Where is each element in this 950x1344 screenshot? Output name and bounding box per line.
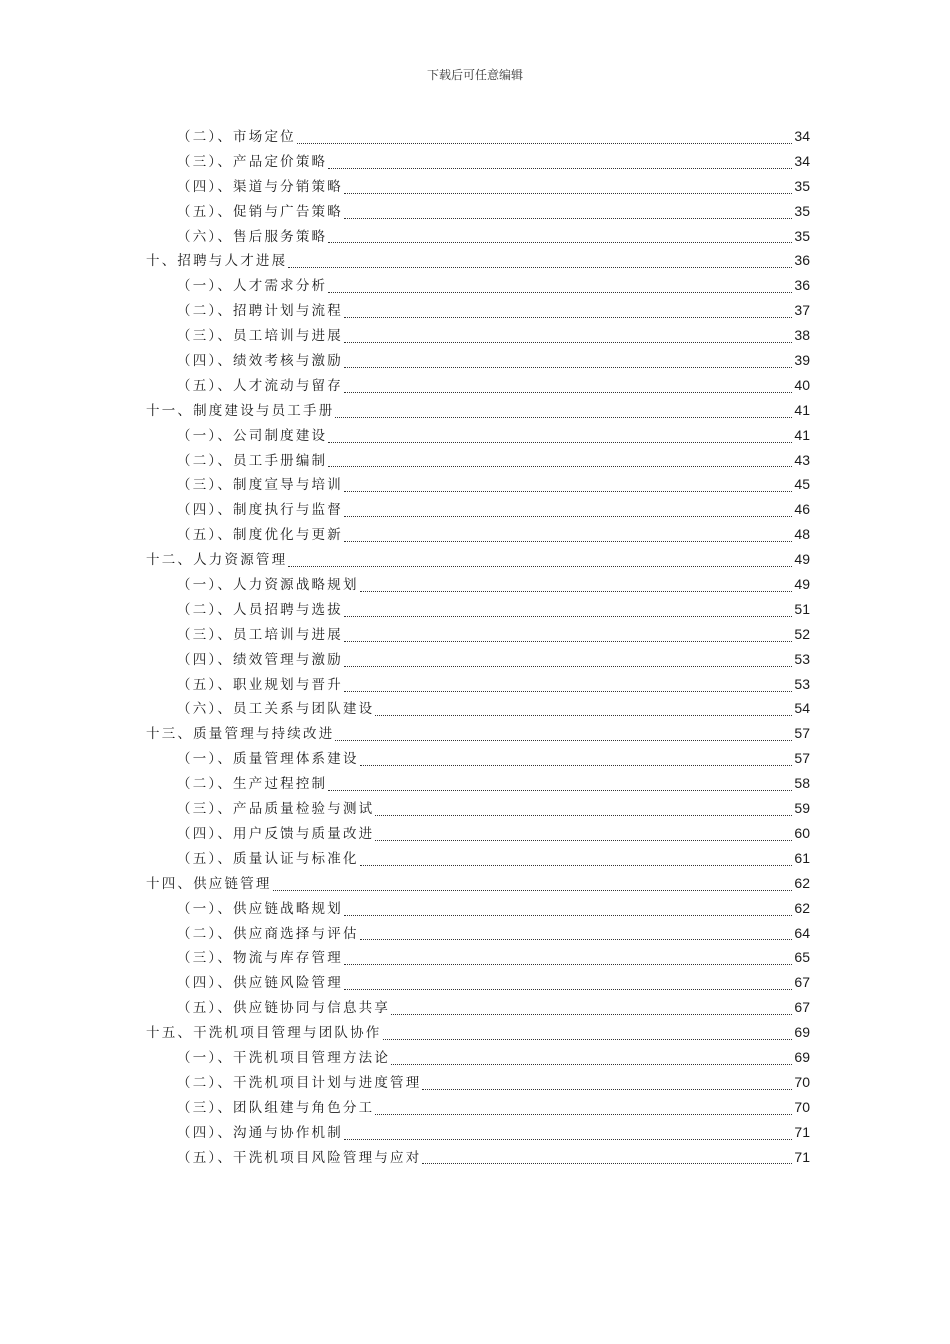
toc-chapter-entry[interactable] [0,721,950,746]
toc-section-entry[interactable] [0,696,950,721]
toc-section-entry[interactable] [0,423,950,448]
toc-dot-leader [328,789,792,791]
toc-dot-leader [328,291,792,293]
toc-dot-leader [344,963,792,965]
toc-dot-leader [360,764,793,766]
toc-dot-leader [383,1038,793,1040]
toc-page-number: 52 [794,625,810,642]
toc-page-number: 37 [794,302,810,319]
toc-page-number: 43 [794,451,810,468]
toc-entry-label: （四）、用户反馈与质量改进 [177,825,375,842]
toc-page-number: 40 [794,376,810,393]
toc-chapter-entry[interactable] [0,871,950,896]
toc-dot-leader [328,441,792,443]
toc-dot-leader [328,241,792,243]
toc-entry-label: （一）、干洗机项目管理方法论 [177,1049,391,1066]
toc-entry-label: （二）、员工手册编制 [177,452,328,469]
toc-page-number: 71 [794,1148,810,1165]
toc-section-entry[interactable] [0,970,950,995]
toc-section-entry[interactable] [0,124,950,149]
toc-page-number: 36 [794,252,810,269]
toc-page-number: 61 [794,849,810,866]
toc-dot-leader [344,615,792,617]
toc-dot-leader [344,391,792,393]
toc-dot-leader [344,366,792,368]
toc-section-entry[interactable] [0,796,950,821]
toc-page-number: 54 [794,700,810,717]
toc-section-entry[interactable] [0,472,950,497]
toc-section-entry[interactable] [0,647,950,672]
toc-page-number: 53 [794,650,810,667]
toc-section-entry[interactable] [0,224,950,249]
toc-entry-label: （二）、市场定位 [177,129,296,145]
toc-page-number: 64 [794,924,810,941]
toc-page-number: 67 [794,999,810,1016]
toc-dot-leader [344,540,792,542]
toc-section-entry[interactable] [0,1120,950,1145]
toc-dot-leader [344,341,792,343]
toc-dot-leader [288,266,792,268]
toc-section-entry[interactable] [0,1095,950,1120]
toc-dot-leader [344,316,792,318]
toc-section-entry[interactable] [0,298,950,323]
toc-entry-label: （六）、员工关系与团队建设 [177,701,375,718]
toc-page-number: 51 [794,600,810,617]
toc-entry-label: （五）、干洗机项目风险管理与应对 [177,1149,422,1166]
toc-page-number: 49 [794,576,810,593]
toc-entry-label: （五）、制度优化与更新 [177,527,343,544]
toc-page-number: 49 [794,551,810,568]
toc-entry-label: （五）、职业规划与晋升 [177,676,343,693]
toc-dot-leader [335,739,792,741]
toc-entry-label: （一）、供应链战略规划 [177,900,343,917]
toc-section-entry[interactable] [0,1045,950,1070]
toc-page-number: 59 [794,800,810,817]
toc-entry-label: （三）、制度宣导与培训 [177,477,343,494]
toc-section-entry[interactable] [0,448,950,473]
toc-section-entry[interactable] [0,995,950,1020]
toc-section-entry[interactable] [0,945,950,970]
toc-chapter-entry[interactable] [0,398,950,423]
toc-dot-leader [297,142,793,144]
toc-dot-leader [344,690,792,692]
toc-entry-label: 十二、人力资源管理 [146,552,288,569]
toc-entry-label: 十一、制度建设与员工手册 [146,402,335,419]
toc-dot-leader [288,565,792,567]
toc-dot-leader [273,889,793,891]
toc-page-number: 46 [794,501,810,518]
toc-section-entry[interactable] [0,373,950,398]
toc-page-number: 62 [794,899,810,916]
toc-chapter-entry[interactable] [0,248,950,273]
toc-page-number: 62 [794,874,810,891]
toc-entry-label: （二）、干洗机项目计划与进度管理 [177,1074,422,1091]
toc-dot-leader [328,167,792,169]
toc-section-entry[interactable] [0,522,950,547]
toc-dot-leader [391,1013,792,1015]
toc-dot-leader [360,590,793,592]
toc-entry-label: （三）、物流与库存管理 [177,950,343,967]
toc-dot-leader [344,515,792,517]
toc-section-entry[interactable] [0,921,950,946]
toc-dot-leader [344,640,792,642]
toc-entry-label: （一）、人才需求分析 [177,278,328,295]
toc-page-number: 60 [794,824,810,841]
toc-page-number: 69 [794,1024,810,1041]
toc-section-entry[interactable] [0,622,950,647]
toc-section-entry[interactable] [0,348,950,373]
toc-section-entry[interactable] [0,199,950,224]
toc-page-number: 71 [794,1123,810,1140]
toc-dot-leader [422,1162,792,1164]
toc-entry-label: （三）、产品质量检验与测试 [177,801,375,818]
toc-entry-label: （二）、招聘计划与流程 [177,303,343,320]
toc-entry-label: （四）、绩效考核与激励 [177,353,343,370]
toc-page-number: 67 [794,974,810,991]
toc-dot-leader [360,938,793,940]
toc-page-number: 53 [794,675,810,692]
toc-page-number: 65 [794,949,810,966]
toc-entry-label: （一）、质量管理体系建设 [177,751,359,768]
toc-page-number: 70 [794,1098,810,1115]
toc-page-number: 34 [794,128,810,144]
toc-page-number: 38 [794,327,810,344]
toc-dot-leader [375,1113,792,1115]
toc-page-number: 45 [794,476,810,493]
toc-entry-label: 十、招聘与人才进展 [146,253,288,270]
toc-entry-label: （二）、供应商选择与评估 [177,925,359,942]
toc-section-entry[interactable] [0,497,950,522]
toc-entry-label: （四）、绩效管理与激励 [177,651,343,668]
toc-entry-label: （五）、质量认证与标准化 [177,850,359,867]
toc-section-entry[interactable] [0,149,950,174]
toc-dot-leader [328,465,792,467]
toc-entry-label: （五）、人才流动与留存 [177,377,343,394]
toc-chapter-entry[interactable] [0,1020,950,1045]
toc-entry-label: 十三、质量管理与持续改进 [146,726,335,743]
toc-entry-label: （五）、供应链协同与信息共享 [177,1000,391,1017]
toc-page-number: 48 [794,526,810,543]
toc-entry-label: （三）、员工培训与进展 [177,328,343,345]
toc-section-entry[interactable] [0,1145,950,1170]
toc-entry-label: （三）、团队组建与角色分工 [177,1099,375,1116]
toc-dot-leader [391,1063,792,1065]
toc-entry-label: （一）、公司制度建设 [177,427,328,444]
toc-dot-leader [375,839,792,841]
toc-entry-label: （四）、制度执行与监督 [177,502,343,519]
toc-section-entry[interactable] [0,572,950,597]
toc-section-entry[interactable] [0,323,950,348]
toc-page-number: 41 [794,426,810,443]
toc-dot-leader [375,714,792,716]
toc-dot-leader [360,864,793,866]
toc-section-entry[interactable] [0,174,950,199]
toc-entry-label: （三）、员工培训与进展 [177,626,343,643]
toc-entry-label: （四）、渠道与分销策略 [177,178,343,195]
toc-chapter-entry[interactable] [0,547,950,572]
toc-section-entry[interactable] [0,896,950,921]
toc-entry-label: （六）、售后服务策略 [177,228,328,245]
toc-entry-label: （四）、沟通与协作机制 [177,1124,343,1141]
toc-page-number: 39 [794,352,810,369]
toc-entry-label: 十五、干洗机项目管理与团队协作 [146,1025,382,1042]
toc-dot-leader [344,988,792,990]
toc-dot-leader [422,1088,792,1090]
toc-entry-label: （四）、供应链风险管理 [177,975,343,992]
toc-dot-leader [344,1138,792,1140]
toc-page-number: 41 [794,401,810,418]
toc-entry-label: （一）、人力资源战略规划 [177,577,359,594]
toc-section-entry[interactable] [0,821,950,846]
toc-entry-label: （三）、产品定价策略 [177,153,328,170]
toc-section-entry[interactable] [0,1070,950,1095]
toc-dot-leader [335,416,792,418]
toc-section-entry[interactable] [0,597,950,622]
toc-dot-leader [375,814,792,816]
toc-page-number: 36 [794,277,810,294]
toc-page-number: 34 [794,152,810,169]
toc-entry-label: （二）、人员招聘与选拔 [177,601,343,618]
table-of-contents [0,124,950,1169]
toc-section-entry[interactable] [0,771,950,796]
toc-section-entry[interactable] [0,746,950,771]
toc-page-number: 58 [794,775,810,792]
toc-page-number: 70 [794,1073,810,1090]
page-header: 下载后可任意编辑 [426,68,523,82]
toc-page-number: 35 [794,227,810,244]
toc-section-entry[interactable] [0,672,950,697]
toc-page-number: 35 [794,177,810,194]
toc-section-entry[interactable] [0,273,950,298]
toc-section-entry[interactable] [0,846,950,871]
toc-page-number: 69 [794,1048,810,1065]
toc-entry-label: 十四、供应链管理 [146,875,272,892]
toc-dot-leader [344,665,792,667]
toc-page-number: 35 [794,202,810,219]
toc-page-number: 57 [794,750,810,767]
toc-entry-label: （二）、生产过程控制 [177,776,328,793]
toc-dot-leader [344,490,792,492]
toc-dot-leader [344,192,792,194]
toc-entry-label: （五）、促销与广告策略 [177,203,343,220]
toc-page-number: 57 [794,725,810,742]
toc-dot-leader [344,217,792,219]
toc-dot-leader [344,914,792,916]
